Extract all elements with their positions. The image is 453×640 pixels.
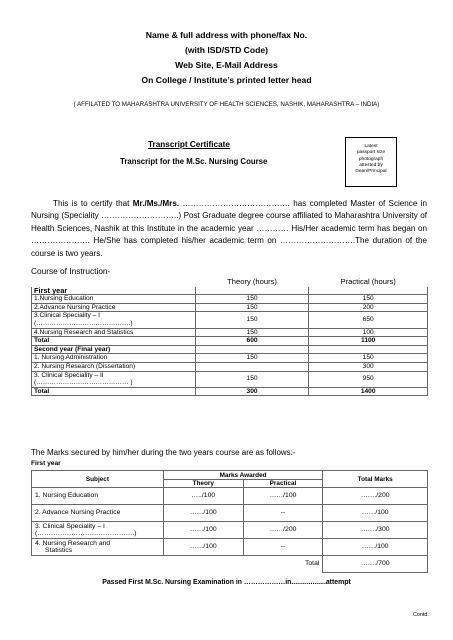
table-row — [32, 488, 428, 505]
table-row — [32, 354, 428, 363]
course-name: 1.Nursing Education — [32, 295, 196, 304]
total-marks: ……./200 — [323, 488, 428, 505]
header-line-4: On College / Institute’s printed letter head — [141, 75, 312, 85]
photo-box-line: photograph — [358, 156, 384, 162]
para-text-2: …………………………………. has completed Master of Science in Nursing (Speciality ………………………..) Post Graduate degree course affiliated to Maharashtra University of Health Sciences, Nashik at this Institute in the academic year ………… His/Her academic term has began on …………………. He/She has completed his/her academic term on ……………………….The duration of the course is two years. — [31, 199, 427, 258]
subject-name-line: 4. Nursing Research and — [35, 539, 111, 547]
total-label: Total — [32, 337, 196, 346]
second-year-label: Second year (Final year) — [32, 345, 196, 354]
subject-name: 2. Advance Nursing Practice — [32, 505, 164, 522]
header-line-1: Name & full address with phone/fax No. — [145, 30, 308, 40]
first-year-marks-label: First year — [31, 460, 61, 467]
table-row — [32, 286, 428, 295]
table-row — [32, 362, 428, 371]
passed-examination-line: Passed First M.Sc. Nursing Examination in ………………in..................attempt — [102, 579, 351, 586]
first-year-label: First year — [32, 286, 196, 295]
theory-hours — [195, 362, 309, 371]
total-value: ……./700 — [323, 556, 428, 573]
theory-marks: ……/100 — [163, 505, 243, 522]
total-label: Total — [243, 556, 323, 573]
course-name: 2.Advance Nursing Practice — [32, 303, 196, 312]
table-row — [32, 371, 428, 387]
theory-hours: 150 — [195, 371, 309, 387]
table-row — [32, 471, 428, 480]
table-row — [32, 387, 428, 396]
theory-hours: 150 — [195, 354, 309, 363]
table-row — [32, 539, 428, 556]
course-name-line: 3.Clinical Speciality – I — [34, 312, 100, 320]
col-theory-header: Theory (hours) — [227, 277, 277, 286]
theory-hours: 150 — [195, 295, 309, 304]
table-row — [32, 505, 428, 522]
certificate-title: Transcript Certificate — [148, 140, 230, 149]
course-name: 1. Nursing Administration — [32, 354, 196, 363]
practical-hours: 150 — [309, 354, 428, 363]
course-name-line: 3. Clinical Speciality – II — [34, 371, 104, 379]
header-line-3: Web Site, E-Mail Address — [175, 60, 278, 70]
total-theory: 600 — [195, 337, 309, 346]
total-practical: 1400 — [309, 387, 428, 396]
subject-name — [32, 539, 164, 556]
practical-hours: 100 — [309, 328, 428, 337]
practical-marks: -- — [243, 505, 323, 522]
photo-box-line: passport size — [356, 150, 386, 156]
practical-hours: 200 — [309, 303, 428, 312]
table-row — [32, 556, 428, 573]
header-line-2: (with ISD/STD Code) — [184, 45, 269, 55]
course-name-line: (…………………………………… ) — [34, 379, 133, 387]
photo-box — [345, 137, 397, 187]
photo-box-line: Dean/Principal — [355, 169, 387, 175]
table-row — [32, 278, 428, 287]
affiliation-line: ( AFFILATED TO MAHARASHTRA UNIVERSITY OF HEALTH SCIENCES, NASHIK, MAHARASHTRA – INDIA) — [73, 101, 380, 108]
practical-hours: 300 — [309, 362, 428, 371]
theory-marks: …../100 — [163, 488, 243, 505]
course-name — [32, 312, 196, 328]
certificate-subtitle: Transcript for the M.Sc. Nursing Course — [120, 157, 268, 166]
subject-name — [32, 522, 164, 539]
practical-hours: 150 — [309, 295, 428, 304]
practical-hours: 650 — [309, 312, 428, 328]
marks-awarded-header: Marks Awarded — [163, 471, 323, 480]
photo-box-line: Latest — [364, 144, 378, 149]
subject-name-line: Statistics — [45, 547, 73, 554]
theory-hours: 150 — [195, 303, 309, 312]
total-theory: 300 — [195, 387, 309, 396]
total-label: Total — [32, 387, 196, 396]
table-row — [32, 328, 428, 337]
total-marks: ……/100 — [323, 539, 428, 556]
marks-intro: The Marks secured by him/her during the two years course are as follows:- — [31, 448, 296, 457]
table-row — [32, 345, 428, 354]
contd-label: Contd. — [413, 612, 429, 618]
table-row — [32, 312, 428, 328]
practical-marks: ……/200 — [243, 522, 323, 539]
course-name: 2. Nursing Research (Dissertation) — [32, 362, 196, 371]
subject-name-line: (…………………………………….) — [35, 530, 137, 537]
para-text-1: This is to certify that — [53, 199, 133, 208]
table-row — [32, 337, 428, 346]
total-marks: ……/100 — [323, 505, 428, 522]
course-name — [32, 371, 196, 387]
photo-box-line: attested by — [359, 162, 383, 168]
col-practical-header: Practical (hours) — [340, 277, 396, 286]
course-table — [31, 277, 428, 396]
course-label: Course of Instruction- — [31, 266, 111, 276]
subject-header: Subject — [32, 471, 164, 488]
practical-hours: 950 — [309, 371, 428, 387]
practical-header: Practical — [243, 480, 323, 488]
certification-paragraph — [31, 198, 427, 260]
marks-table — [31, 470, 428, 573]
course-name: 4.Nursing Research and Statistics — [32, 328, 196, 337]
table-row — [32, 303, 428, 312]
para-salutation: Mr./Ms./Mrs. — [132, 199, 180, 208]
subject-name: 1. Nursing Education — [32, 488, 164, 505]
practical-marks: -- — [243, 539, 323, 556]
theory-hours: 150 — [195, 312, 309, 328]
course-name-line: (…………………………………….) — [34, 319, 133, 327]
theory-hours: 150 — [195, 328, 309, 337]
table-row — [32, 295, 428, 304]
table-row — [32, 522, 428, 539]
theory-marks: ……/100 — [163, 539, 243, 556]
total-practical: 1100 — [309, 337, 428, 346]
total-marks-header: Total Marks — [323, 471, 428, 488]
theory-header: Theory — [163, 480, 243, 488]
total-marks: ……./300 — [323, 522, 428, 539]
theory-marks: ……/100 — [163, 522, 243, 539]
subject-name-line: 3. Clinical Speciality – I — [35, 522, 105, 530]
practical-marks: ……/100 — [243, 488, 323, 505]
